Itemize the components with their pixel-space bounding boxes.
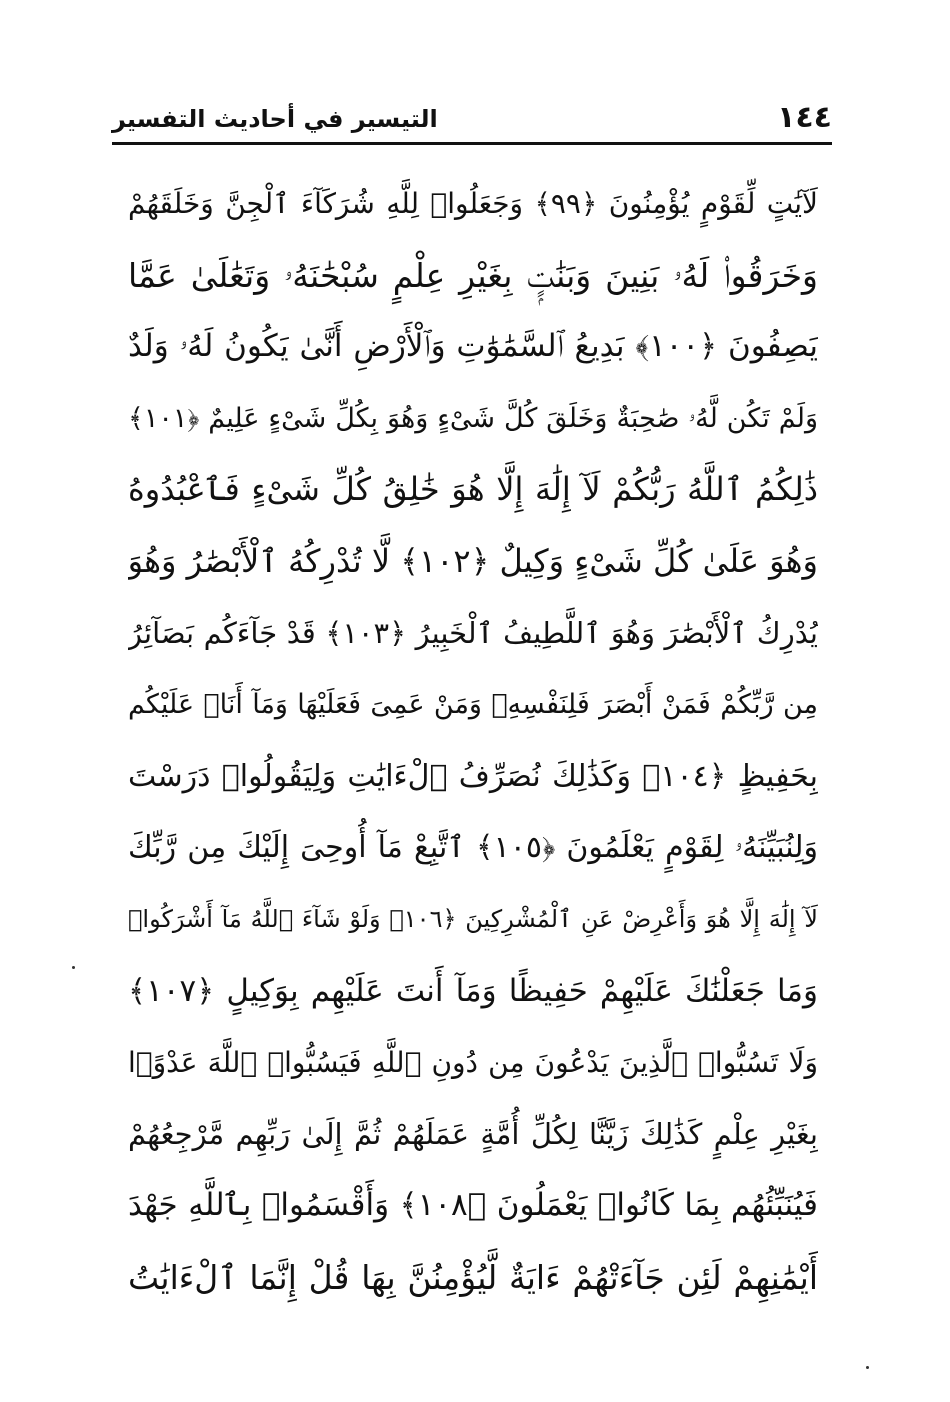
text-line-10: وَلِنُبَيِّنَهُۥ لِقَوْمٍ يَعْلَمُونَ ﴿١٠٥﴾ ٱتَّبِعْ مَآ أُوحِىَ إِلَيْكَ مِن رَّبِّكَ — [128, 830, 818, 866]
text-line-16: أَيْمَٰنِهِمْ لَئِن جَآءَتْهُمْ ءَايَةٌ لَّيُؤْمِنُنَّ بِهَا قُلْ إِنَّمَا ٱلْءَايَٰتُ — [128, 1257, 818, 1297]
text-line-14: بِغَيْرِ عِلْمٍ كَذَٰلِكَ زَيَّنَّا لِكُلِّ أُمَّةٍ عَمَلَهُمْ ثُمَّ إِلَىٰ رَبِّهِم مَّرْجِعُهُمْ — [128, 1116, 818, 1151]
text-line-6: وَهُوَ عَلَىٰ كُلِّ شَىْءٍ وَكِيلٌ ﴿١٠٢﴾ لَّا تُدْرِكُهُ ٱلْأَبْصَٰرُ وَهُوَ — [128, 541, 818, 580]
text-line-9: بِحَفِيظٍ ﴿١٠٤﴾ وَكَذَٰلِكَ نُصَرِّفُ ٱلْءَايَٰتِ وَلِيَقُولُوا۟ دَرَسْتَ — [128, 758, 818, 794]
scan-speck — [866, 1366, 869, 1369]
text-line-13: وَلَا تَسُبُّوا۟ ٱلَّذِينَ يَدْعُونَ مِن دُونِ ٱللَّهِ فَيَسُبُّوا۟ ٱللَّهَ عَدْوًۢا — [128, 1046, 818, 1080]
running-header — [112, 100, 832, 144]
text-line-11: لَآ إِلَٰهَ إِلَّا هُوَ وَأَعْرِضْ عَنِ ٱلْمُشْرِكِينَ ﴿١٠٦﴾ وَلَوْ شَآءَ ٱللَّهُ مَآ أَشْرَكُوا۟ — [128, 904, 818, 933]
text-line-12: وَمَا جَعَلْنَٰكَ عَلَيْهِمْ حَفِيظًا وَمَآ أَنتَ عَلَيْهِم بِوَكِيلٍ ﴿١٠٧﴾ — [128, 972, 818, 1009]
text-line-15: فَيُنَبِّئُهُم بِمَا كَانُوا۟ يَعْمَلُونَ ﴿١٠٨﴾ وَأَقْسَمُوا۟ بِٱللَّهِ جَهْدَ — [128, 1187, 818, 1224]
scan-speck — [72, 966, 75, 969]
text-line-7: يُدْرِكُ ٱلْأَبْصَٰرَ وَهُوَ ٱللَّطِيفُ ٱلْخَبِيرُ ﴿١٠٣﴾ قَدْ جَآءَكُم بَصَآئِرُ — [128, 615, 818, 650]
text-line-3: يَصِفُونَ ﴿١٠٠﴾ بَدِيعُ ٱلسَّمَٰوَٰتِ وَٱلْأَرْضِ أَنَّىٰ يَكُونُ لَهُۥ وَلَدٌ — [128, 328, 818, 365]
header-rule — [112, 142, 832, 145]
text-line-5: ذَٰلِكُمُ ٱللَّهُ رَبُّكُمْ لَآ إِلَٰهَ إِلَّا هُوَ خَٰلِقُ كُلِّ شَىْءٍ فَٱعْبُدُوهُ — [128, 470, 818, 509]
book-title: التيسير في أحاديث التفسير — [112, 105, 438, 133]
text-line-4: وَلَمْ تَكُن لَّهُۥ صَٰحِبَةٌ وَخَلَقَ كُلَّ شَىْءٍ وَهُوَ بِكُلِّ شَىْءٍ عَلِيمٌ ﴿١٠١﴾ — [128, 402, 818, 434]
text-line-2: وَخَرَقُوا۟ لَهُۥ بَنِينَ وَبَنَٰتٍۭ بِغَيْرِ عِلْمٍ سُبْحَٰنَهُۥ وَتَعَٰلَىٰ عَمَّا — [128, 255, 818, 295]
text-line-1: لَآيَٰتٍ لِّقَوْمٍ يُؤْمِنُونَ ﴿٩٩﴾ وَجَعَلُوا۟ لِلَّهِ شُرَكَآءَ ٱلْجِنَّ وَخَلَقَهُمْ — [128, 187, 818, 220]
text-line-8: مِن رَّبِّكُمْ فَمَنْ أَبْصَرَ فَلِنَفْسِهِۦ وَمَنْ عَمِىَ فَعَلَيْهَا وَمَآ أَنَا۠ عَلَيْكُم — [128, 689, 818, 721]
quran-text-block — [128, 168, 818, 1314]
page-number: ١٤٤ — [777, 100, 832, 135]
